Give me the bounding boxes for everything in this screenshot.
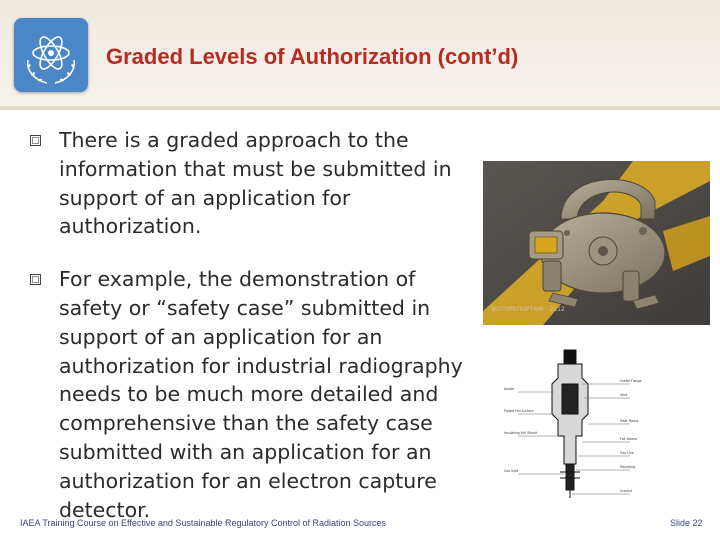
diagram-label: Gas Inlet bbox=[504, 469, 519, 473]
bullet-list bbox=[28, 126, 478, 524]
diagram-label: Plated Foil Surface bbox=[504, 409, 534, 413]
diagram-label: Outlet Flange bbox=[620, 379, 642, 383]
diagram-label: Insulating Foil Shield bbox=[504, 431, 537, 435]
hollow-square-bullet-icon bbox=[30, 135, 41, 146]
diagram-label: Gas Line bbox=[620, 451, 634, 455]
bullet-item bbox=[28, 265, 478, 524]
diagram-label: Mounting bbox=[620, 465, 635, 469]
diagram-label: Anode bbox=[504, 387, 515, 391]
slide-title: Graded Levels of Authorization (cont’d) bbox=[106, 44, 519, 69]
header-divider bbox=[0, 106, 720, 110]
bullet-text: For example, the demonstration of safety or “safety case” submitted in support of an application for an authorization for industrial radiography needs to be much more detailed and comprehensive than the safety case submitted with an application for an authorization for an electron capture detector. bbox=[59, 267, 463, 522]
atom-olive-branch-logo-icon bbox=[14, 18, 88, 92]
radiography-device-photo bbox=[483, 161, 710, 325]
footer-course-title: IAEA Training Course on Effective and Sustainable Regulatory Control of Radiation Sources bbox=[20, 518, 387, 528]
slide-number: Slide 22 bbox=[670, 518, 703, 528]
bullet-item bbox=[28, 126, 478, 241]
diagram-label: Vent bbox=[620, 393, 628, 397]
photo-caption: ФОТОРЕПОРТАЖ · 2012 bbox=[491, 306, 565, 313]
diagram-label: Foil Sleeve bbox=[620, 437, 638, 441]
bullet-text: There is a graded approach to the information that must be submitted in support of an application for authorization. bbox=[59, 128, 452, 239]
hollow-square-bullet-icon bbox=[30, 274, 41, 285]
diagram-label: Ground bbox=[620, 489, 632, 493]
diagram-label: Heat Piping bbox=[620, 419, 639, 423]
electron-capture-detector-diagram bbox=[502, 344, 657, 502]
